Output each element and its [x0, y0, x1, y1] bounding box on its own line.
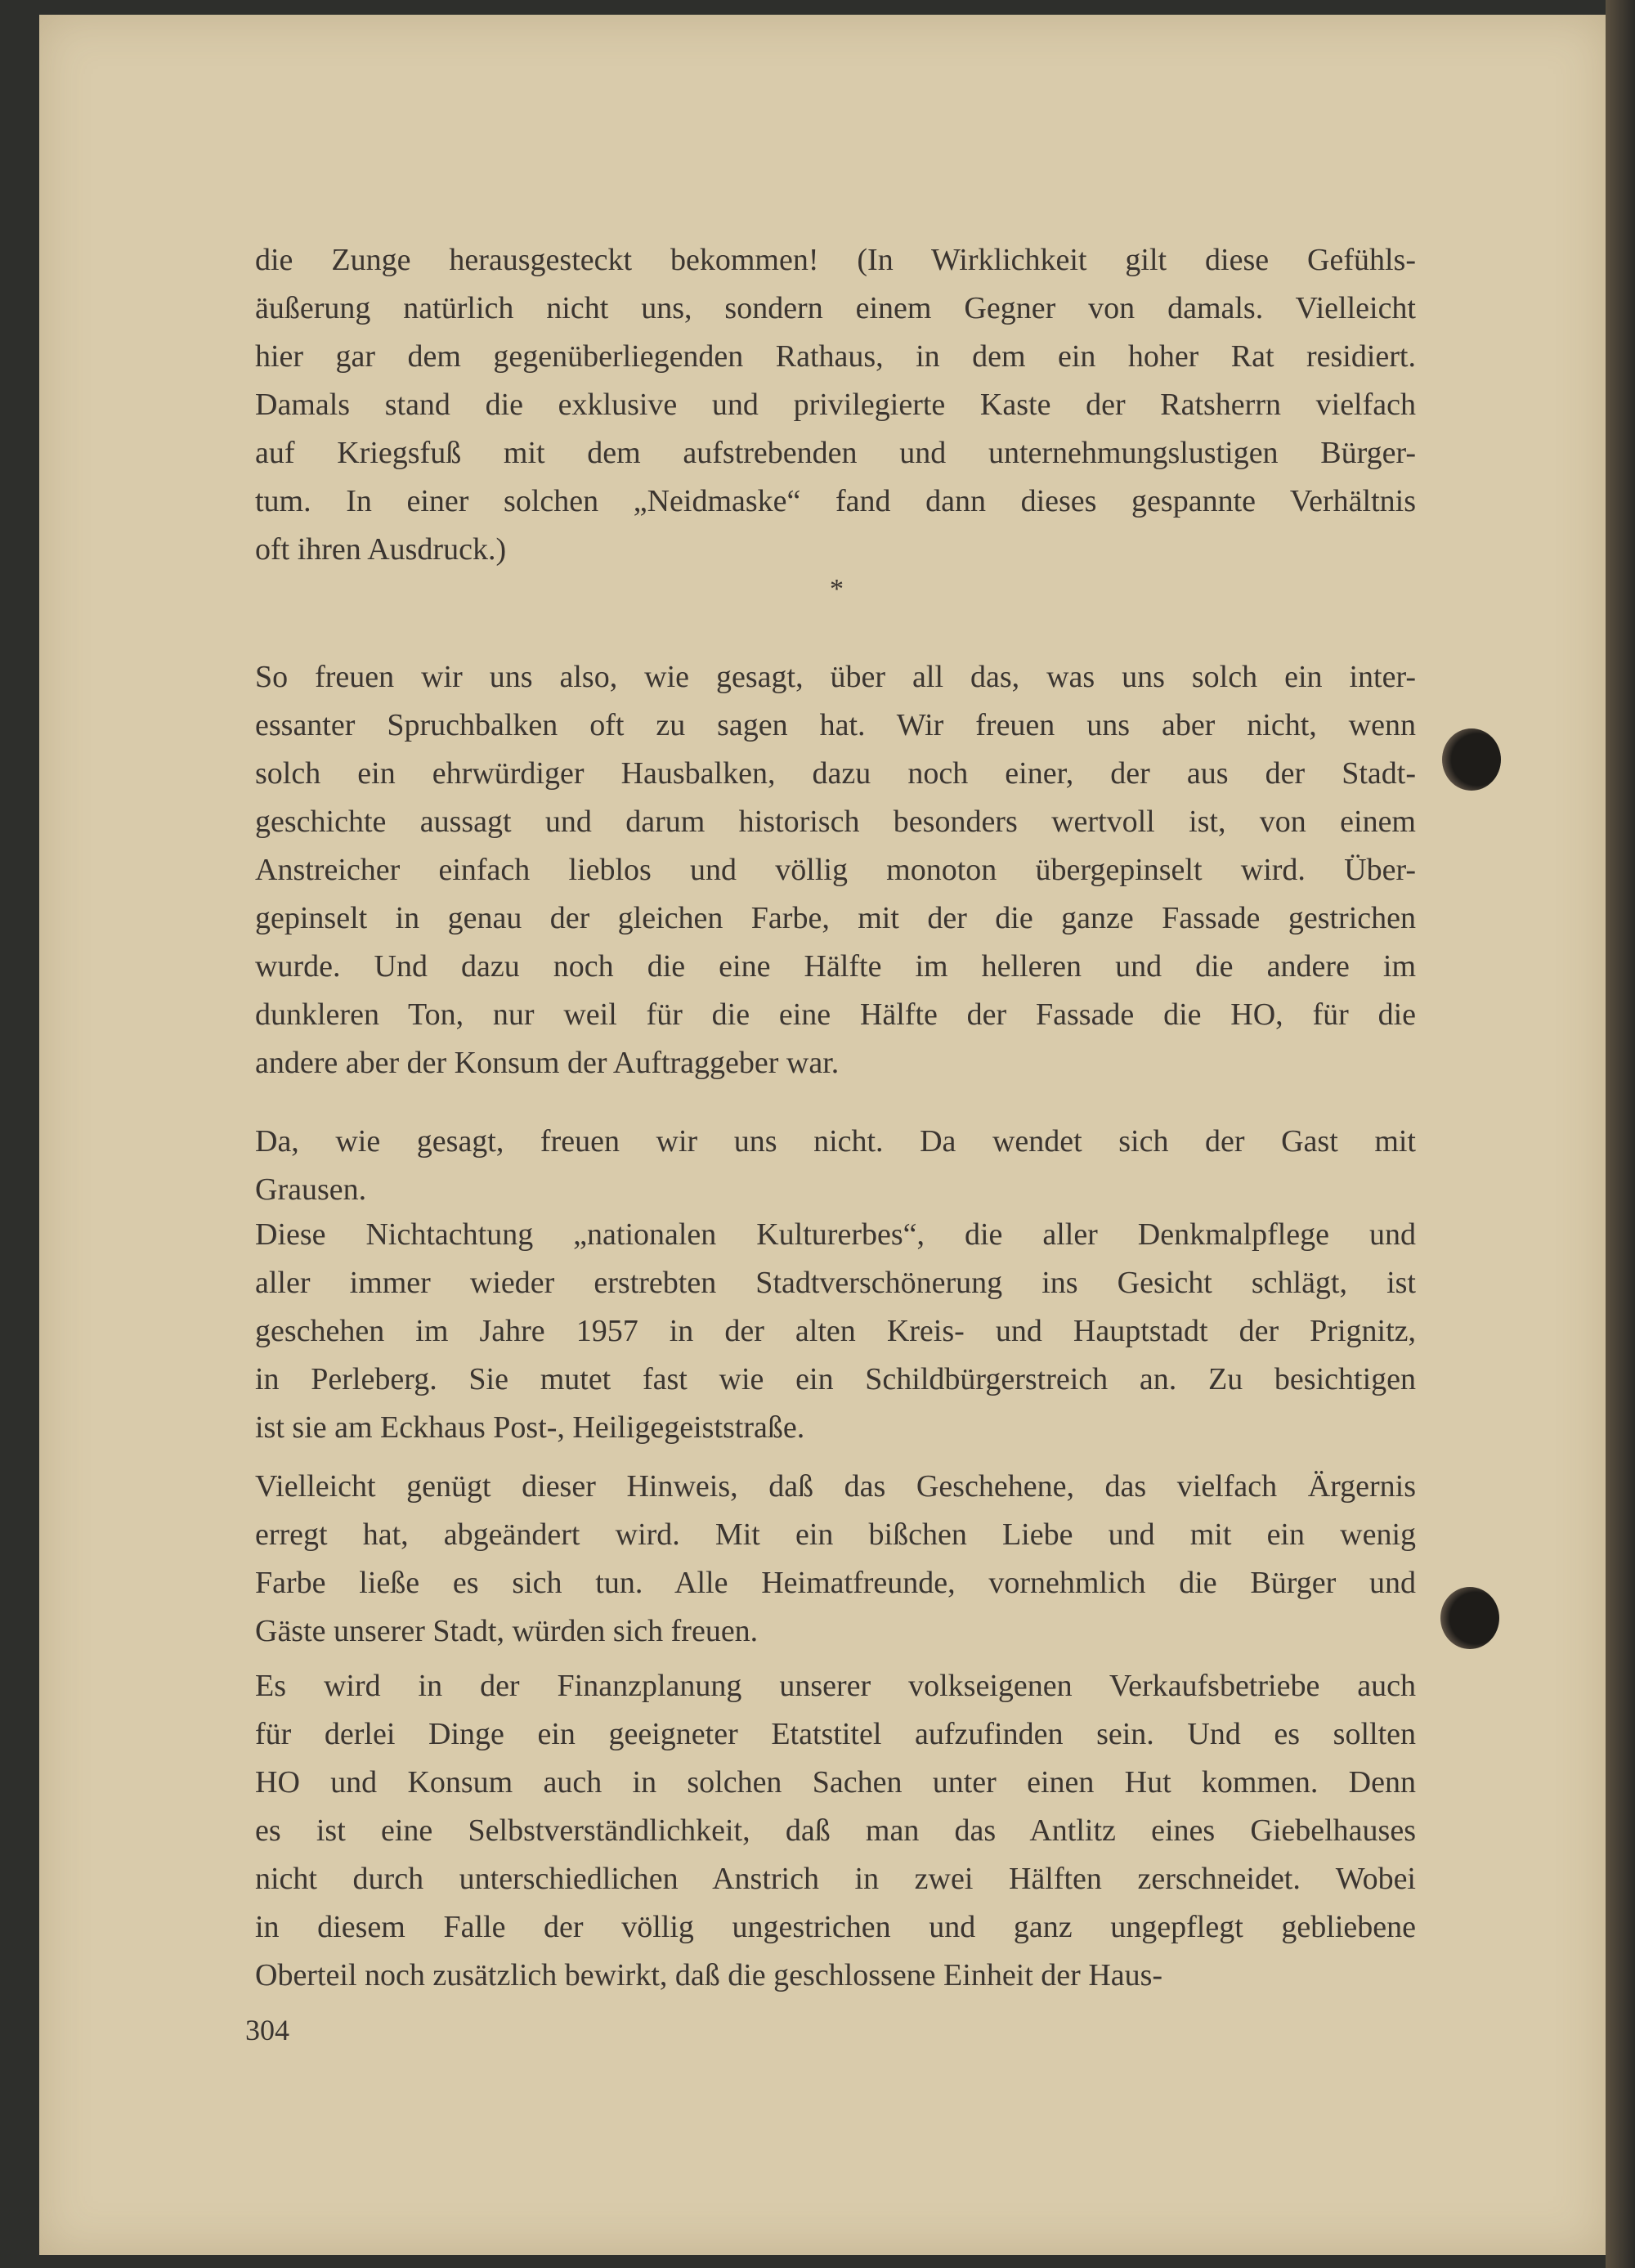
text-line: oft ihren Ausdruck.): [255, 532, 507, 567]
text-line: gepinselt in genau der gleichen Farbe, mit der die ganze Fassade gestrichen: [255, 901, 1416, 935]
text-line: dunkleren Ton, nur weil für die eine Hälfte der Fassade die HO, für die: [255, 997, 1416, 1032]
text-line: Diese Nichtachtung „nationalen Kulturerbes“, die aller Denkmalpflege und: [255, 1217, 1416, 1252]
text-line: Es wird in der Finanzplanung unserer volkseigenen Verkaufsbetriebe auch: [255, 1669, 1416, 1703]
book-spine-edge: [1606, 0, 1635, 2268]
text-line: aller immer wieder erstrebten Stadtverschönerung ins Gesicht schlägt, ist: [255, 1266, 1416, 1300]
text-line: Damals stand die exklusive und privilegierte Kaste der Ratsherrn vielfach: [255, 388, 1416, 422]
binder-hole: [1442, 728, 1501, 791]
text-line: Vielleicht genügt dieser Hinweis, daß das Geschehene, das vielfach Ärgernis: [255, 1469, 1416, 1504]
text-line: Oberteil noch zusätzlich bewirkt, daß die geschlossene Einheit der Haus-: [255, 1958, 1163, 1992]
text-line: essanter Spruchbalken oft zu sagen hat. Wir freuen uns aber nicht, wenn: [255, 708, 1416, 742]
text-line: in diesem Falle der völlig ungestrichen und ganz ungepflegt gebliebene: [255, 1910, 1416, 1944]
text-line: nicht durch unterschiedlichen Anstrich in zwei Hälften zerschneidet. Wobei: [255, 1862, 1416, 1896]
text-line: ist sie am Eckhaus Post-, Heiligegeiststraße.: [255, 1410, 805, 1445]
binder-hole: [1440, 1587, 1499, 1649]
text-line: geschehen im Jahre 1957 in der alten Kreis- und Hauptstadt der Prignitz,: [255, 1314, 1416, 1348]
text-line: Anstreicher einfach lieblos und völlig monoton übergepinselt wird. Über-: [255, 853, 1416, 887]
paragraph: [255, 1118, 1416, 1214]
text-line: äußerung natürlich nicht uns, sondern einem Gegner von damals. Vielleicht: [255, 291, 1416, 325]
text-line: Gäste unserer Stadt, würden sich freuen.: [255, 1614, 759, 1648]
text-line: für derlei Dinge ein geeigneter Etatstitel aufzufinden sein. Und es sollten: [255, 1717, 1416, 1751]
page-number: 304: [245, 2014, 289, 2046]
text-line: wurde. Und dazu noch die eine Hälfte im helleren und die andere im: [255, 949, 1416, 984]
text-line: es ist eine Selbstverständlichkeit, daß man das Antlitz eines Giebelhauses: [255, 1813, 1416, 1848]
paragraph: [255, 1662, 1416, 2000]
text-line: solch ein ehrwürdiger Hausbalken, dazu noch einer, der aus der Stadt-: [255, 756, 1416, 791]
text-line: So freuen wir uns also, wie gesagt, über all das, was uns solch ein inter-: [255, 660, 1416, 694]
text-line: auf Kriegsfuß mit dem aufstrebenden und unternehmungslustigen Bürger-: [255, 436, 1416, 470]
paragraph: [255, 653, 1416, 1087]
text-line: die Zunge herausgesteckt bekommen! (In Wirklichkeit gilt diese Gefühls-: [255, 243, 1416, 277]
paragraph: [255, 1463, 1416, 1656]
text-line: geschichte aussagt und darum historisch besonders wertvoll ist, von einem: [255, 805, 1416, 839]
text-line: Grausen.: [255, 1172, 367, 1207]
text-line: andere aber der Konsum der Auftraggeber war.: [255, 1046, 840, 1080]
text-line: Farbe ließe es sich tun. Alle Heimatfreunde, vornehmlich die Bürger und: [255, 1566, 1416, 1600]
text-line: Da, wie gesagt, freuen wir uns nicht. Da wendet sich der Gast mit: [255, 1124, 1416, 1159]
text-line: HO und Konsum auch in solchen Sachen unter einen Hut kommen. Denn: [255, 1765, 1416, 1800]
paragraph: [255, 236, 1416, 574]
text-line: tum. In einer solchen „Neidmaske“ fand dann dieses gespannte Verhältnis: [255, 484, 1416, 518]
text-line: hier gar dem gegenüberliegenden Rathaus, in dem ein hoher Rat residiert.: [255, 339, 1416, 374]
paragraph: [255, 1211, 1416, 1452]
text-line: in Perleberg. Sie mutet fast wie ein Schildbürgerstreich an. Zu besichtigen: [255, 1362, 1416, 1396]
text-line: erregt hat, abgeändert wird. Mit ein bißchen Liebe und mit ein wenig: [255, 1517, 1416, 1552]
section-separator: *: [830, 574, 844, 604]
